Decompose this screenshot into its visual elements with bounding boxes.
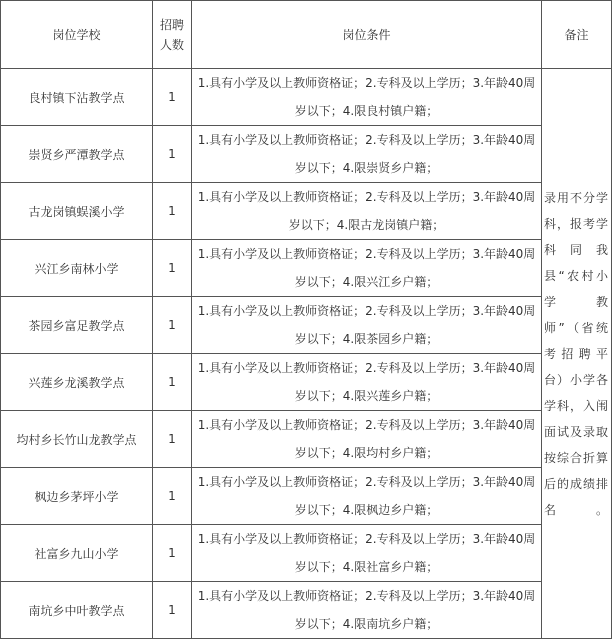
table-row	[1, 411, 612, 468]
table-body	[1, 69, 612, 639]
cell-school: 兴江乡南林小学	[1, 240, 153, 297]
cell-school: 良村镇下沾教学点	[1, 69, 153, 126]
cell-count: 1	[153, 240, 192, 297]
table-row	[1, 354, 612, 411]
cell-count: 1	[153, 297, 192, 354]
cell-school: 兴莲乡龙溪教学点	[1, 354, 153, 411]
cell-conditions: 1.具有小学及以上教师资格证；2.专科及以上学历；3.年龄40周岁以下；4.限兴莲乡户籍；	[192, 354, 542, 411]
cell-conditions: 1.具有小学及以上教师资格证；2.专科及以上学历；3.年龄40周岁以下；4.限兴江乡户籍；	[192, 240, 542, 297]
table-row	[1, 582, 612, 639]
header-school: 岗位学校	[1, 1, 153, 69]
header-note: 备注	[542, 1, 612, 69]
cell-count: 1	[153, 468, 192, 525]
cell-school: 崇贤乡严潭教学点	[1, 126, 153, 183]
cell-conditions: 1.具有小学及以上教师资格证；2.专科及以上学历；3.年龄40周岁以下；4.限茶园乡户籍；	[192, 297, 542, 354]
cell-count: 1	[153, 183, 192, 240]
cell-count: 1	[153, 582, 192, 639]
cell-conditions: 1.具有小学及以上教师资格证；2.专科及以上学历；3.年龄40周岁以下；4.限枫边乡户籍；	[192, 468, 542, 525]
header-count: 招聘人数	[153, 1, 192, 69]
table-row	[1, 240, 612, 297]
cell-count: 1	[153, 411, 192, 468]
table-row	[1, 183, 612, 240]
cell-school: 南坑乡中叶教学点	[1, 582, 153, 639]
cell-school: 均村乡长竹山龙教学点	[1, 411, 153, 468]
cell-conditions: 1.具有小学及以上教师资格证；2.专科及以上学历；3.年龄40周岁以下；4.限崇贤乡户籍；	[192, 126, 542, 183]
cell-conditions: 1.具有小学及以上教师资格证；2.专科及以上学历；3.年龄40周岁以下；4.限古龙岗镇户籍；	[192, 183, 542, 240]
cell-conditions: 1.具有小学及以上教师资格证；2.专科及以上学历；3.年龄40周岁以下；4.限良村镇户籍；	[192, 69, 542, 126]
table-row	[1, 297, 612, 354]
cell-school: 茶园乡富足教学点	[1, 297, 153, 354]
cell-school: 枫边乡茅坪小学	[1, 468, 153, 525]
cell-count: 1	[153, 126, 192, 183]
header-row	[1, 1, 612, 69]
cell-conditions: 1.具有小学及以上教师资格证；2.专科及以上学历；3.年龄40周岁以下；4.限均村乡户籍；	[192, 411, 542, 468]
cell-conditions: 1.具有小学及以上教师资格证；2.专科及以上学历；3.年龄40周岁以下；4.限南坑乡户籍；	[192, 582, 542, 639]
table-row	[1, 126, 612, 183]
table-row	[1, 525, 612, 582]
header-conditions: 岗位条件	[192, 1, 542, 69]
cell-count: 1	[153, 69, 192, 126]
cell-conditions: 1.具有小学及以上教师资格证；2.专科及以上学历；3.年龄40周岁以下；4.限社富乡户籍；	[192, 525, 542, 582]
cell-count: 1	[153, 354, 192, 411]
table-row	[1, 69, 612, 126]
cell-school: 古龙岗镇蜈溪小学	[1, 183, 153, 240]
cell-note: 录用不分学科，报考学科同我县“农村小学教师”（省统考招聘平台）小学各学科，入闱面试及录取按综合折算后的成绩排名。	[542, 69, 612, 639]
table-row	[1, 468, 612, 525]
cell-school: 社富乡九山小学	[1, 525, 153, 582]
cell-count: 1	[153, 525, 192, 582]
